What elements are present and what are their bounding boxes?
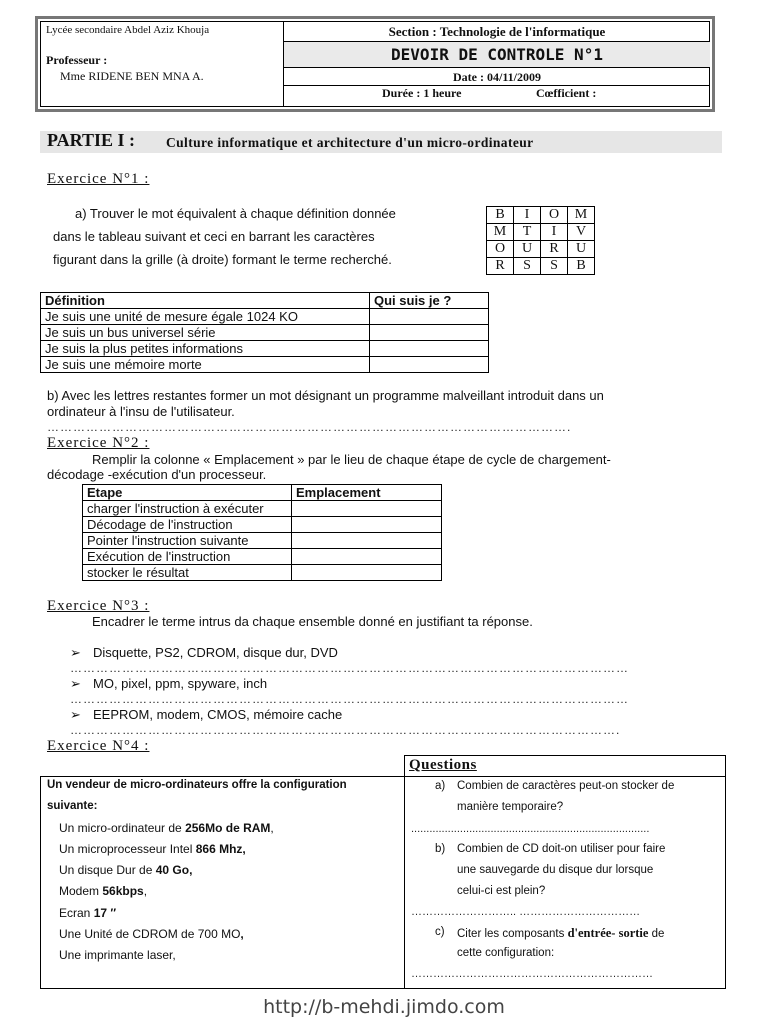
ex3-answer-dots-2[interactable]: ………………………………………………………………………………………………………………… [70,692,629,706]
question-a-answer-dots[interactable]: .............................................................................. [411,823,650,835]
question-b-label: b) [435,843,446,855]
answer-header: Qui suis je ? [370,293,489,309]
config-item-cdrom: Une Unité de CDROM de 700 MO, [59,927,244,941]
location-cell[interactable] [292,517,442,533]
grid-cell[interactable]: M [568,207,595,224]
config-item-disk: Un disque Dur de 40 Go, [59,863,193,877]
config-item-screen: Ecran 17 ″ [59,906,117,920]
location-header: Emplacement [292,485,442,501]
grid-cell[interactable]: B [487,207,514,224]
grid-cell[interactable]: B [568,258,595,275]
grid-cell[interactable]: T [514,224,541,241]
ex1-answer-dots[interactable]: …………………………………………………………………………………………………………. [47,420,572,434]
grid-cell[interactable]: V [568,224,595,241]
config-box [40,776,405,989]
question-c-line2: cette configuration: [457,947,555,959]
step-cell: stocker le résultat [83,565,292,581]
exam-date: Date : 04/11/2009 [284,68,710,86]
grid-cell[interactable]: O [541,207,568,224]
definition-header: Définition [41,293,370,309]
grid-cell[interactable]: R [541,241,568,258]
step-cell: charger l'instruction à exécuter [83,501,292,517]
location-cell[interactable] [292,565,442,581]
question-b-line3: celui-ci est plein? [457,885,546,897]
definition-table [40,292,489,373]
ex3-set-2: MO, pixel, ppm, spyware, inch [93,676,268,691]
answer-cell[interactable] [370,341,489,357]
ex1-b-line1: b) Avec les lettres restantes former un mot désignant un programme malveillant introduit dans un [47,388,604,403]
questions-title: Questions [409,757,477,773]
ex3-answer-dots-1[interactable]: ………………………………………………………………………………………………………………… [70,661,629,675]
ex1-instruction-line3: figurant dans la grille (à droite) formant le terme recherché. [53,252,392,267]
exam-coefficient: Cœfficient : [536,86,597,100]
ex2-instruction-line1: Remplir la colonne « Emplacement » par le lieu de chaque étape de cycle de chargement- [92,452,611,467]
question-c-answer-dots[interactable]: ………………………………………………………… [411,968,653,980]
config-item-ram: Un micro-ordinateur de 256Mo de RAM, [59,821,274,835]
letter-grid [486,206,595,275]
header-left-cell [40,21,284,107]
step-cell: Pointer l'instruction suivante [83,533,292,549]
location-cell[interactable] [292,501,442,517]
config-item-printer: Une imprimante laser, [59,948,176,962]
config-item-cpu: Un microprocesseur Intel 866 Mhz, [59,842,246,856]
grid-cell[interactable]: R [487,258,514,275]
grid-cell[interactable]: I [514,207,541,224]
ex2-title: Exercice N°2 : [47,435,150,451]
questions-divider [405,776,725,777]
definition-cell: Je suis la plus petites informations [41,341,370,357]
grid-cell[interactable]: M [487,224,514,241]
question-a-label: a) [435,780,446,792]
config-intro-1: Un vendeur de micro-ordinateurs offre la configuration [47,779,347,791]
step-header: Etape [83,485,292,501]
grid-cell[interactable]: U [514,241,541,258]
question-c-line1: Citer les composants d'entrée- sortie de [457,926,665,940]
prof-label: Professeur : [46,53,108,67]
bullet-icon: ➢ [70,676,81,691]
ex1-instruction-line2: dans le tableau suivant et ceci en barrant les caractères [53,229,375,244]
ex1-b-line2: ordinateur à l'insu de l'utilisateur. [47,404,235,419]
prof-name: Mme RIDENE BEN MNA A. [60,69,204,83]
question-b-line1: Combien de CD doit-on utiliser pour faire [457,843,666,855]
config-item-modem: Modem 56kbps, [59,884,148,898]
definition-cell: Je suis une mémoire morte [41,357,370,373]
ex3-answer-dots-3[interactable]: ………………………………………………………………………………………………………………. [70,723,621,737]
part-subtitle: Culture informatique et architecture d'un micro-ordinateur [166,135,534,150]
question-b-line2: une sauvegarde du disque dur lorsque [457,864,654,876]
grid-cell[interactable]: O [487,241,514,258]
grid-cell[interactable]: U [568,241,595,258]
ex3-set-3: EEPROM, modem, CMOS, mémoire cache [93,707,343,722]
grid-cell[interactable]: S [541,258,568,275]
cycle-table [82,484,442,581]
question-a-line2: manière temporaire? [457,801,564,813]
ex3-instruction: Encadrer le terme intrus da chaque ensemble donné en justifiant ta réponse. [92,614,533,629]
footer-url[interactable]: http://b-mehdi.jimdo.com [263,996,505,1018]
grid-cell[interactable]: S [514,258,541,275]
bullet-icon: ➢ [70,707,81,722]
ex3-set-1: Disquette, PS2, CDROM, disque dur, DVD [93,645,338,660]
config-intro-2: suivante: [47,800,98,812]
section-label: Section : Technologie de l'informatique [284,21,710,42]
answer-cell[interactable] [370,325,489,341]
step-cell: Exécution de l'instruction [83,549,292,565]
definition-cell: Je suis une unité de mesure égale 1024 KO [41,309,370,325]
question-b-answer-dots[interactable]: ……………………….. …………………………… [411,906,641,918]
grid-cell[interactable]: I [541,224,568,241]
location-cell[interactable] [292,549,442,565]
ex1-title: Exercice N°1 : [47,171,150,187]
answer-cell[interactable] [370,357,489,373]
part-label: PARTIE I : [47,130,136,150]
location-cell[interactable] [292,533,442,549]
questions-box [404,755,726,989]
definition-cell: Je suis un bus universel série [41,325,370,341]
question-a-line1: Combien de caractères peut-on stocker de [457,780,675,792]
question-c-label: c) [435,926,445,938]
ex1-instruction-line1: a) Trouver le mot équivalent à chaque définition donnée [75,206,396,221]
ex2-instruction-line2: décodage -exécution d'un processeur. [47,467,267,482]
step-cell: Décodage de l'instruction [83,517,292,533]
exam-duration: Durée : 1 heure [382,86,462,100]
ex4-title: Exercice N°4 : [47,738,150,754]
answer-cell[interactable] [370,309,489,325]
bullet-icon: ➢ [70,645,81,660]
school-name: Lycée secondaire Abdel Aziz Khouja [46,24,210,36]
doc-title: DEVOIR DE CONTROLE N°1 [284,42,710,68]
ex3-title: Exercice N°3 : [47,598,150,614]
